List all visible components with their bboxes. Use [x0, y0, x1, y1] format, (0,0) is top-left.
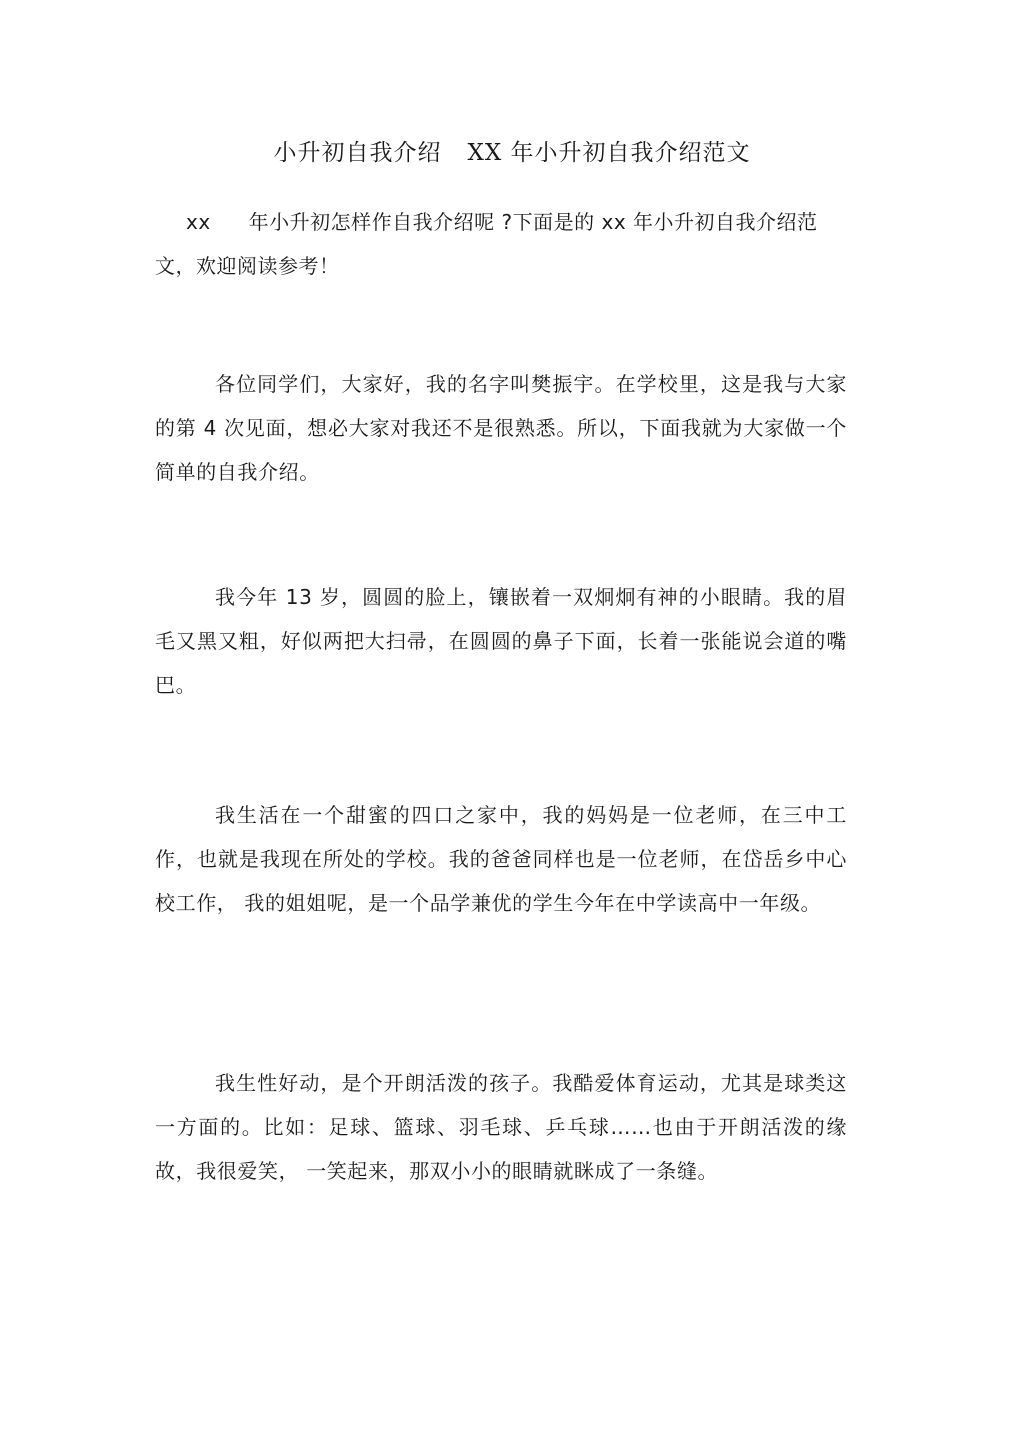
body-paragraph-3: 我生活在一个甜蜜的四口之家中，我的妈妈是一位老师，在三中工作，也就是我现在所处的学校。我的爸爸同样也是一位老师，在岱岳乡中心校工作， 我的姐姐呢，是一个品学兼优的学生今年在中学读高中一年级。 — [155, 803, 847, 915]
document-title — [0, 137, 1024, 169]
intro-text: 年小升初怎样作自我介绍呢 ?下面是的 xx 年小升初自我介绍范文，欢迎阅读参考！ — [155, 210, 818, 278]
intro-paragraph — [155, 200, 855, 288]
title-part-1: 小升初自我介绍 — [273, 140, 442, 166]
body-paragraph-1: 各位同学们，大家好，我的名字叫樊振宇。在学校里，这是我与大家的第 4 次见面，想必大家对我还不是很熟悉。所以，下面我就为大家做一个简单的自我介绍。 — [155, 372, 847, 484]
body-paragraph-4: 我生性好动，是个开朗活泼的孩子。我酷爱体育运动，尤其是球类这一方面的。比如：足球、篮球、羽毛球、乒乓球……也由于开朗活泼的缘故，我很爱笑， 一笑起来，那双小小的眼睛就眯成了一条缝。 — [155, 1071, 847, 1183]
body-paragraph-2: 我今年 13 岁，圆圆的脸上，镶嵌着一双炯炯有神的小眼睛。我的眉毛又黑又粗，好似两把大扫帚，在圆圆的鼻子下面，长着一张能说会道的嘴巴。 — [155, 585, 847, 697]
title-part-2: XX 年小升初自我介绍范文 — [467, 140, 751, 166]
intro-prefix: xx — [186, 210, 211, 234]
